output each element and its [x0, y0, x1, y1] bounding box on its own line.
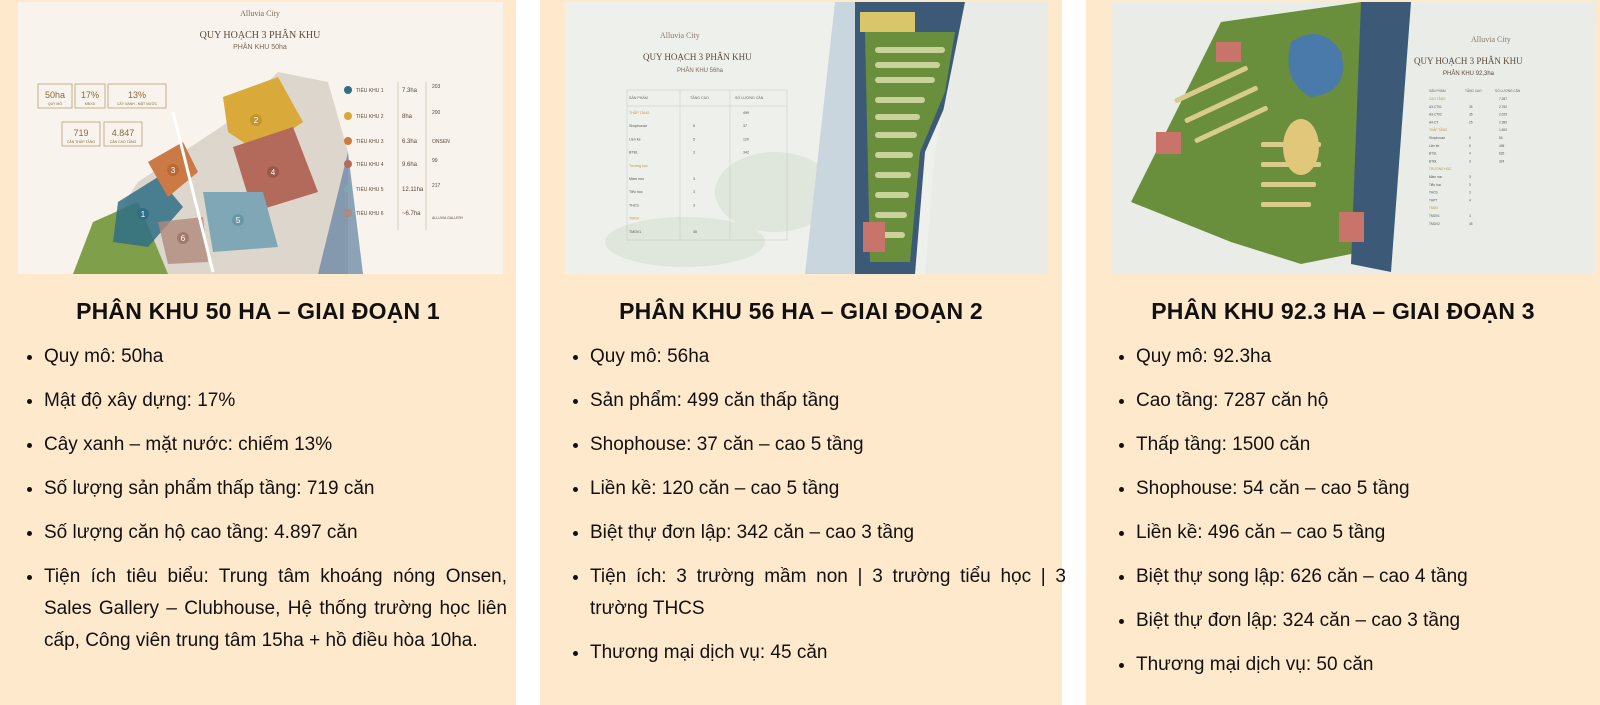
- list-item: • Quy mô: 92.3ha: [1136, 341, 1600, 373]
- phase-2-table-cell: 120: [743, 137, 749, 142]
- phase-3-table-cell: TMDV2: [1429, 221, 1440, 226]
- stat-lowrise-label: CĂN THẤP TẦNG: [66, 140, 96, 144]
- phase-3-table-cell: TRƯỜNG HỌC: [1429, 167, 1452, 172]
- svg-text:5: 5: [235, 216, 241, 225]
- phase-3-title: PHÂN KHU 92.3 HA – GIAI ĐOẠN 3: [1151, 298, 1535, 324]
- phase-1-plan-svg: [18, 2, 503, 274]
- zone-2-name: TIỂU KHU 2: [356, 114, 384, 120]
- phase-3-table-cell: 1.500: [1499, 128, 1507, 133]
- phase-3-table-cell: 324: [1499, 159, 1505, 164]
- stat-green-label: CÂY XANH - MẶT NƯỚC: [116, 102, 158, 106]
- phase-2-table-cell: 3: [693, 190, 695, 195]
- phase-3-table-cell: Liền kề: [1429, 143, 1440, 148]
- phase-1-bullet-list: [20, 341, 507, 669]
- phase-2-th-floors: TẦNG CAO: [690, 96, 709, 100]
- phase-1-master-plan-image: [18, 2, 503, 274]
- list-item: • Quy mô: 56ha: [590, 341, 1066, 373]
- svg-text:4: 4: [270, 168, 276, 177]
- phase-3-table-cell: 626: [1499, 151, 1505, 156]
- list-item: • Tiện ích: 3 trường mầm non | 3 trường tiểu học | 3 trường THCS: [590, 561, 1066, 625]
- phase-2-table-cell: THẤP TẦNG: [629, 111, 650, 115]
- zone-1-name: TIỂU KHU 1: [356, 88, 384, 94]
- phase-3-table-cell: 3: [1469, 159, 1471, 164]
- phase-3-table-cell: 25: [1469, 120, 1473, 125]
- phase-2-table-cell: THCS: [629, 203, 639, 208]
- svg-text:6: 6: [180, 234, 186, 243]
- phase-2-table-cell: 3: [693, 150, 695, 155]
- list-item: • Shophouse: 37 căn – cao 5 tầng: [590, 429, 1066, 461]
- list-item: • Thương mại dịch vụ: 45 căn: [590, 637, 1066, 669]
- phase-1-map-heading: QUY HOẠCH 3 PHÂN KHU: [199, 30, 321, 41]
- list-item: • Liền kề: 120 căn – cao 5 tầng: [590, 473, 1066, 505]
- list-item: • Tiện ích tiêu biểu: Trung tâm khoáng nóng Onsen, Sales Gallery – Clubhouse, Hệ thống trường học liên cấp, Công viên trung tâm 15ha + hồ điều hòa 10ha.: [44, 561, 507, 657]
- phase-3-table-cell: Mầm non: [1429, 175, 1443, 179]
- zone-3-note: ONSEN: [432, 139, 450, 145]
- stat-green-value: 13%: [127, 90, 147, 100]
- phase-2-table-cell: 342: [743, 150, 749, 155]
- phase-2-table-cell: 499: [743, 111, 749, 115]
- phase-3-table-cell: 5: [1469, 143, 1471, 148]
- phase-3-table-cell: A3-CT02: [1429, 112, 1442, 117]
- svg-text:3: 3: [170, 166, 176, 175]
- phase-2-table-cell: Tiểu học: [629, 190, 643, 195]
- phase-3-table-cell: 2.389: [1499, 120, 1507, 125]
- zone-5-name: TIỂU KHU 5: [356, 187, 384, 193]
- phase-3-table-cell: BTĐL: [1429, 159, 1438, 164]
- stat-area-value: 50ha: [44, 90, 66, 100]
- phase-3-table-cell: Tiểu học: [1429, 182, 1442, 187]
- list-item: • Biệt thự đơn lập: 342 căn – cao 3 tầng: [590, 517, 1066, 549]
- zone-5-note: 217: [432, 183, 441, 189]
- phase-2-map-subheading: PHÂN KHU 56ha: [677, 68, 724, 74]
- phase-1-brand: Alluvia City: [240, 9, 280, 18]
- phase-3-table-cell: 3: [1469, 175, 1471, 179]
- zone-3-area: 6.3ha: [402, 139, 418, 145]
- phase-2-th-product: SẢN PHẨM: [629, 96, 648, 100]
- stat-density-label: MĐXD: [84, 102, 96, 106]
- phase-2-plan-svg: [565, 2, 1048, 274]
- list-item: • Liền kề: 496 căn – cao 5 tầng: [1136, 517, 1600, 549]
- phase-3-table-cell: 5: [1469, 136, 1471, 140]
- phase-2-master-plan-image: [565, 2, 1048, 274]
- phase-2-table-cell: 5: [693, 137, 695, 142]
- phase-3-master-plan-image: [1111, 2, 1596, 274]
- phase-3-th-units: SỐ LƯỢNG CĂN: [1495, 89, 1521, 93]
- phase-1-card: [0, 0, 516, 705]
- phase-3-th-floors: TẦNG CAO: [1465, 89, 1482, 93]
- stat-density-value: 17%: [80, 90, 100, 100]
- list-item: • Số lượng sản phẩm thấp tầng: 719 căn: [44, 473, 507, 505]
- phase-2-table-cell: Trường học: [629, 163, 648, 168]
- zone-3-name: TIỂU KHU 3: [356, 139, 384, 145]
- svg-text:2: 2: [253, 116, 259, 125]
- stat-lowrise-value: 719: [73, 128, 89, 138]
- stat-highrise-label: CĂN CAO TẦNG: [109, 140, 137, 144]
- phase-2-table-cell: Liền kề: [629, 137, 641, 142]
- phase-3-table-cell: THCS: [1429, 190, 1438, 195]
- list-item: • Shophouse: 54 căn – cao 5 tầng: [1136, 473, 1600, 505]
- phase-2-table-cell: 5: [693, 124, 695, 129]
- zone-6-note: ALLUVIA GALLERY: [432, 216, 464, 220]
- phase-3-table-cell: TMDV: [1429, 206, 1439, 211]
- phase-3-table-cell: 496: [1499, 143, 1505, 148]
- zone-6-area: ~6.7ha: [402, 211, 421, 217]
- zone-6-name: TIỂU KHU 6: [356, 211, 384, 217]
- phase-3-table-cell: 3: [1469, 214, 1471, 218]
- phase-3-table-cell: CAO TẦNG: [1429, 97, 1446, 101]
- phase-3-map-heading: QUY HOẠCH 3 PHÂN KHU: [1414, 56, 1523, 66]
- phase-2-card: [540, 0, 1066, 705]
- phase-3-card: [1086, 0, 1600, 705]
- zone-1-note: 203: [432, 84, 441, 90]
- phase-2-bullet-list: [566, 341, 1066, 681]
- phase-3-table-cell: 4: [1469, 198, 1471, 203]
- phase-3-table-cell: THPT: [1429, 198, 1438, 203]
- phase-3-table-cell: 54: [1499, 136, 1503, 140]
- phase-1-title: PHÂN KHU 50 HA – GIAI ĐOẠN 1: [76, 298, 440, 324]
- phase-3-table-cell: 2.025: [1499, 112, 1507, 117]
- list-item: • Cây xanh – mặt nước: chiếm 13%: [44, 429, 507, 461]
- phase-3-table-cell: A3-CT01: [1429, 104, 1442, 109]
- phase-3-table-cell: 45: [1469, 221, 1473, 226]
- list-item: • Biệt thự song lập: 626 căn – cao 4 tầng: [1136, 561, 1600, 593]
- phase-3-table-cell: 7.287: [1499, 97, 1507, 101]
- phase-2-table-cell: 45: [693, 229, 697, 234]
- phase-2-table-cell: Mầm non: [629, 177, 644, 181]
- stat-highrise-value: 4.847: [111, 128, 135, 138]
- phase-2-table-cell: 3: [693, 177, 695, 181]
- list-item: • Thấp tầng: 1500 căn: [1136, 429, 1600, 461]
- phase-2-table-cell: 37: [743, 124, 747, 129]
- phase-2-table-cell: TMDV1: [629, 229, 642, 234]
- phase-3-table-cell: TMDV1: [1429, 214, 1440, 218]
- zone-1-area: 7.3ha: [402, 88, 418, 94]
- list-item: • Số lượng căn hộ cao tầng: 4.897 căn: [44, 517, 507, 549]
- phase-3-map-subheading: PHÂN KHU 92,3ha: [1443, 71, 1495, 77]
- list-item: • Sản phẩm: 499 căn thấp tầng: [590, 385, 1066, 417]
- phase-1-map-subheading: PHÂN KHU 50ha: [233, 44, 287, 51]
- zone-4-name: TIỂU KHU 4: [356, 162, 384, 168]
- phase-3-table-cell: 35: [1469, 112, 1473, 117]
- list-item: • Cao tầng: 7287 căn hộ: [1136, 385, 1600, 417]
- phase-3-table-cell: 35: [1469, 104, 1473, 109]
- phase-2-title: PHÂN KHU 56 HA – GIAI ĐOẠN 2: [619, 298, 983, 324]
- list-item: • Thương mại dịch vụ: 50 căn: [1136, 649, 1600, 681]
- phase-3-table-cell: A4-CT: [1429, 120, 1439, 125]
- phase-2-table-cell: 3: [693, 203, 695, 208]
- phase-3-plan-svg: [1111, 2, 1596, 274]
- phase-2-table-cell: TMDV: [629, 216, 640, 221]
- zone-4-area: 9.6ha: [402, 162, 418, 168]
- phase-3-table-cell: 2.750: [1499, 104, 1507, 109]
- svg-text:1: 1: [140, 210, 146, 219]
- zone-2-note: 200: [432, 110, 441, 116]
- phase-2-brand: Alluvia City: [660, 31, 700, 40]
- phase-3-table-cell: Shophouse: [1429, 136, 1446, 140]
- phase-3-table-cell: 3: [1469, 190, 1471, 195]
- stat-area-label: QUY MÔ: [47, 102, 63, 106]
- zone-2-area: 8ha: [402, 114, 413, 120]
- phase-3-table-cell: 4: [1469, 151, 1471, 156]
- phase-3-table-cell: BTSL: [1429, 151, 1437, 156]
- zone-5-area: 12.11ha: [402, 187, 424, 193]
- phase-3-bullet-list: [1112, 341, 1600, 693]
- list-item: • Mật độ xây dựng: 17%: [44, 385, 507, 417]
- phase-3-brand: Alluvia City: [1471, 35, 1511, 44]
- phase-3-th-product: SẢN PHẨM: [1429, 89, 1446, 93]
- list-item: • Biệt thự đơn lập: 324 căn – cao 3 tầng: [1136, 605, 1600, 637]
- zone-4-note: 99: [432, 158, 438, 164]
- phase-2-map-heading: QUY HOẠCH 3 PHÂN KHU: [643, 52, 752, 62]
- phase-3-table-cell: THẤP TẦNG: [1429, 128, 1448, 133]
- phase-2-table-cell: BTĐL: [629, 150, 639, 155]
- phase-2-table-cell: Shophouse: [629, 124, 648, 129]
- phase-3-table-cell: 3: [1469, 182, 1471, 187]
- phase-2-th-units: SỐ LƯỢNG CĂN: [735, 96, 764, 100]
- list-item: • Quy mô: 50ha: [44, 341, 507, 373]
